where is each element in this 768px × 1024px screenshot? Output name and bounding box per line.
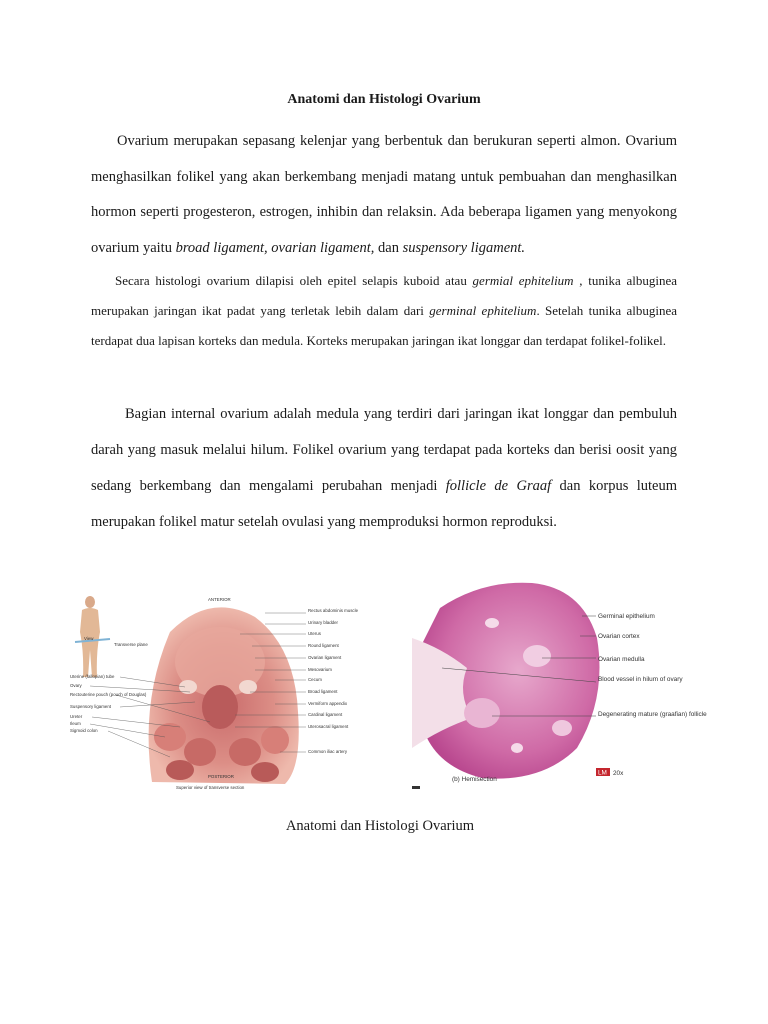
histology-label: Germinal epithelium [598, 613, 655, 620]
anatomy-label: Ureter [70, 714, 83, 719]
anatomy-label: Ovarian ligament [308, 655, 342, 660]
p1-text: Ovarium merupakan sepasang kelenjar yang berbentuk dan berukuran seperti almon. Ovarium menghasilkan folikel yang akan berkembang menjadi matang untuk pembuahan dan menghasilkan hormon seperti progesteron, estrogen, inhibin dan relaksin. Ada beberapa ligamen yang menyokong ovarium yaitu [91, 133, 677, 256]
p1-italic: broad ligament, ovarian ligament, [175, 239, 375, 256]
histology-sub-caption: (b) Hemisection [452, 776, 497, 783]
left-labels [70, 674, 147, 733]
anatomy-sub-caption: Superior view of transverse section [176, 785, 245, 790]
paragraph-1 [91, 124, 677, 266]
p2-text3: . Setelah tunika albuginea terdapat dua lapisan korteks dan medula. Korteks merupakan jaringan ikat longgar dan terdapat folikel-folikel. [91, 303, 677, 348]
p2-italic1: germial ephitelium [472, 273, 574, 288]
anterior-label: ANTERIOR [208, 597, 231, 602]
anatomy-label: Broad ligament [308, 689, 338, 694]
anatomy-label: Cardinal ligament [308, 712, 343, 717]
p2-text1: Secara histologi ovarium dilapisi oleh epitel selapis kuboid atau [115, 273, 473, 288]
posterior-label: POSTERIOR [208, 774, 234, 779]
histology-label: Ovarian cortex [598, 633, 640, 640]
p2-italic2: germinal ephitelium [429, 303, 537, 318]
anatomy-label: Rectouterine pouch (pouch of Douglas) [70, 692, 147, 697]
anatomy-label: Uterosacral ligament [308, 724, 349, 729]
histology-figure [412, 578, 707, 792]
anatomy-label: Mesovarium [308, 667, 332, 672]
plane-label: Transverse plane [114, 642, 148, 647]
view-label: View [84, 636, 94, 641]
anatomy-label: Uterine (fallopian) tube [70, 674, 115, 679]
anatomy-label: Sigmoid colon [70, 728, 98, 733]
anatomy-label: Rectus abdominis muscle [308, 608, 359, 613]
anatomy-label: Urinary bladder [308, 620, 339, 625]
magnification-label: 20x [613, 770, 624, 777]
p1-mid: dan [374, 239, 403, 256]
figure-caption: Anatomi dan Histologi Ovarium [285, 818, 475, 834]
anatomy-label: Cecum [308, 677, 322, 682]
p3-italic: follicle de Graaf [445, 478, 552, 494]
right-labels [308, 608, 359, 754]
p2-text2: , tunika albuginea merupakan jaringan ikat padat yang terletak lebih dalam dari [91, 273, 677, 318]
paragraph-2 [91, 266, 677, 356]
anatomy-label: Round ligament [308, 643, 339, 648]
histology-label: Degenerating mature (graafian) follicle [598, 711, 707, 718]
lm-badge: LM [598, 769, 607, 777]
p1-italic2: suspensory ligament. [402, 239, 526, 256]
anatomy-label: Uterus [308, 631, 321, 636]
anatomy-label: Common iliac artery [308, 749, 348, 754]
histology-labels [598, 613, 707, 718]
histology-label: Blood vessel in hilum of ovary [598, 676, 683, 683]
histology-label: Ovarian medulla [598, 656, 645, 663]
p3-text1: Bagian internal ovarium adalah medula yang terdiri dari jaringan ikat longgar dan pembuluh darah yang masuk melalui hilum. Folikel ovarium yang terdapat pada korteks dan berisi oosit yang sedang berkembang dan mengalami perubahan menjadi [91, 406, 677, 494]
p3-text2: dan korpus luteum merupakan folikel matur setelah ovulasi yang memproduksi hormon reproduksi. [91, 478, 677, 530]
anatomy-figure [70, 592, 359, 794]
anatomy-label: Ovary [70, 683, 82, 688]
paragraph-3 [91, 396, 677, 540]
page-title: Anatomi dan Histologi Ovarium [287, 92, 481, 107]
anatomy-label: Vermiform appendix [308, 701, 348, 706]
anatomy-label: Ileum [70, 721, 81, 726]
anatomy-label: Suspensory ligament [70, 704, 112, 709]
